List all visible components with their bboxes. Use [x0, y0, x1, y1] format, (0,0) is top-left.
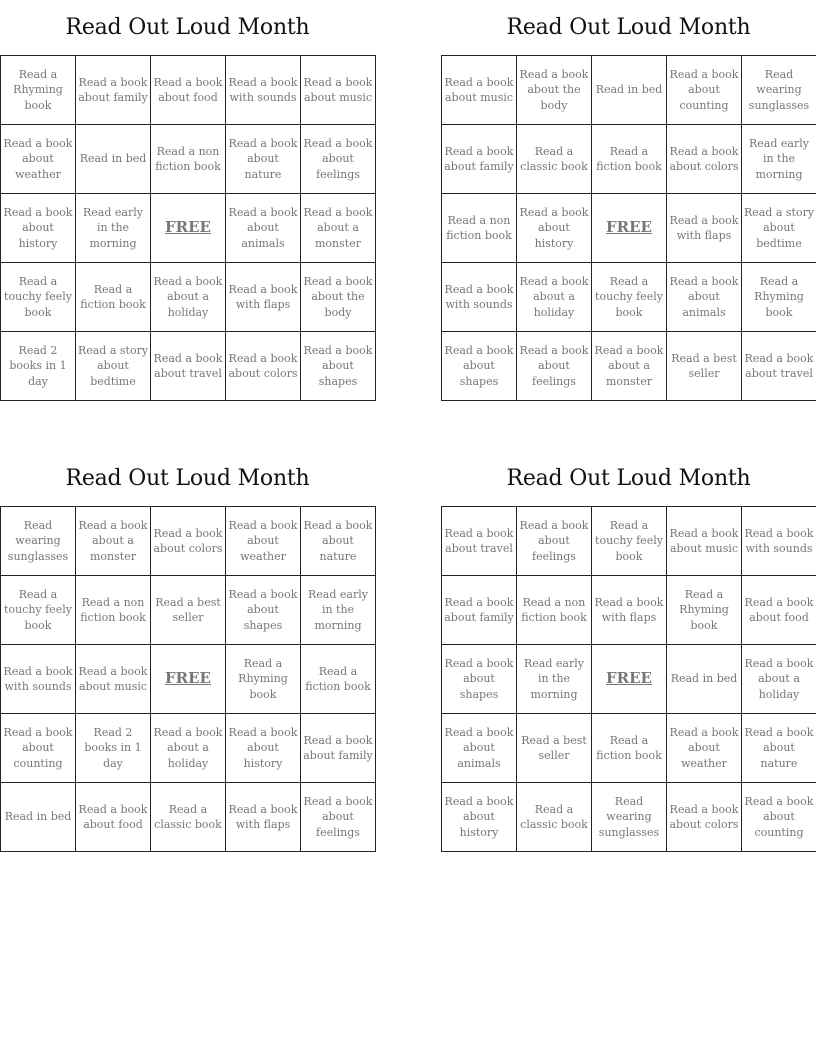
bingo-cell[interactable]: Read a book about colors	[151, 507, 226, 576]
bingo-cell[interactable]: Read a book with sounds	[1, 645, 76, 714]
grid-row	[442, 783, 816, 852]
bingo-grid	[441, 506, 816, 852]
bingo-cell[interactable]: Read a book with sounds	[742, 507, 816, 576]
bingo-cell[interactable]: Read a classic book	[517, 783, 592, 852]
bingo-grid	[0, 55, 376, 401]
grid-row	[1, 56, 376, 125]
bingo-card-2	[441, 0, 816, 401]
bingo-cell[interactable]: Read a story about bedtime	[742, 194, 816, 263]
bingo-cell[interactable]: Read 2 books in 1 day	[76, 714, 151, 783]
card-title: Read Out Loud Month	[506, 466, 751, 491]
grid-row	[442, 194, 816, 263]
bingo-cell[interactable]: Read a book about a monster	[301, 194, 376, 263]
bingo-cell[interactable]: Read a book about feelings	[517, 332, 592, 401]
bingo-cell[interactable]: Read a book about weather	[667, 714, 742, 783]
bingo-cell[interactable]: Read a book with sounds	[442, 263, 517, 332]
bingo-cell[interactable]: Read a book about history	[517, 194, 592, 263]
bingo-cell[interactable]: Read a fiction book	[592, 125, 667, 194]
bingo-cell[interactable]: Read a book about food	[151, 56, 226, 125]
bingo-cell[interactable]: Read a book about travel	[151, 332, 226, 401]
bingo-cell[interactable]: Read a book about family	[442, 125, 517, 194]
grid-row	[1, 645, 376, 714]
bingo-cell[interactable]: Read early in the morning	[76, 194, 151, 263]
bingo-cell[interactable]: Read a book about animals	[442, 714, 517, 783]
bingo-cell[interactable]: Read a book about feelings	[301, 783, 376, 852]
grid-row	[442, 56, 816, 125]
bingo-cell[interactable]: Read in bed	[592, 56, 667, 125]
bingo-cell[interactable]: Read a touchy feely book	[1, 263, 76, 332]
bingo-cell[interactable]: Read a book about the body	[517, 56, 592, 125]
bingo-cell[interactable]: Read a fiction book	[592, 714, 667, 783]
bingo-card-4	[441, 451, 816, 852]
bingo-cell[interactable]: Read a book about shapes	[442, 645, 517, 714]
bingo-cell[interactable]: Read a non fiction book	[76, 576, 151, 645]
bingo-cell[interactable]: Read a book about a holiday	[151, 263, 226, 332]
bingo-cell[interactable]: Read a book about shapes	[301, 332, 376, 401]
bingo-cell[interactable]: Read early in the morning	[742, 125, 816, 194]
bingo-cell[interactable]: Read a touchy feely book	[592, 507, 667, 576]
bingo-cell[interactable]: Read a book about family	[301, 714, 376, 783]
bingo-cell[interactable]: Read early in the morning	[517, 645, 592, 714]
bingo-cell[interactable]: Read a book about animals	[667, 263, 742, 332]
bingo-cell[interactable]: Read a book about a monster	[76, 507, 151, 576]
bingo-cell[interactable]: Read a best seller	[151, 576, 226, 645]
bingo-cell[interactable]: Read a book about a monster	[592, 332, 667, 401]
bingo-cell[interactable]: Read a Rhyming book	[742, 263, 816, 332]
grid-row	[442, 125, 816, 194]
bingo-cell[interactable]: Read a Rhyming book	[1, 56, 76, 125]
bingo-cell[interactable]: Read a book about travel	[742, 332, 816, 401]
bingo-cell[interactable]: Read in bed	[1, 783, 76, 852]
bingo-cell[interactable]: Read wearing sunglasses	[1, 507, 76, 576]
bingo-cell[interactable]: Read a book about family	[76, 56, 151, 125]
grid-row	[1, 263, 376, 332]
bingo-cell[interactable]: Read a book about weather	[226, 507, 301, 576]
bingo-cell[interactable]: Read wearing sunglasses	[742, 56, 816, 125]
bingo-cell[interactable]: Read a book about music	[667, 507, 742, 576]
bingo-cell[interactable]: Read a Rhyming book	[667, 576, 742, 645]
grid-row	[1, 507, 376, 576]
bingo-cell[interactable]: Read a book about counting	[742, 783, 816, 852]
bingo-card-1	[0, 0, 375, 401]
bingo-cell[interactable]: Read a book with sounds	[226, 56, 301, 125]
bingo-cell[interactable]: Read a book about music	[76, 645, 151, 714]
bingo-cell[interactable]: Read a book about food	[742, 576, 816, 645]
bingo-cell[interactable]: Read a book about family	[442, 576, 517, 645]
bingo-cell[interactable]: Read a non fiction book	[517, 576, 592, 645]
bingo-cell[interactable]: Read a fiction book	[76, 263, 151, 332]
bingo-cell[interactable]: Read a book about shapes	[226, 576, 301, 645]
bingo-cell[interactable]: Read a book about counting	[667, 56, 742, 125]
bingo-cell[interactable]: Read a fiction book	[301, 645, 376, 714]
bingo-cell[interactable]: Read a book about music	[442, 56, 517, 125]
bingo-cell[interactable]: Read a story about bedtime	[76, 332, 151, 401]
bingo-cell[interactable]: Read a book with flaps	[226, 783, 301, 852]
bingo-cell[interactable]: Read early in the morning	[301, 576, 376, 645]
free-space-cell[interactable]: FREE	[151, 645, 226, 714]
grid-row	[1, 783, 376, 852]
bingo-cell[interactable]: Read a book with flaps	[226, 263, 301, 332]
bingo-cell[interactable]: Read a book with flaps	[592, 576, 667, 645]
grid-row	[442, 263, 816, 332]
grid-row	[442, 332, 816, 401]
bingo-cell[interactable]: Read a classic book	[517, 125, 592, 194]
free-space-cell[interactable]: FREE	[151, 194, 226, 263]
bingo-cell[interactable]: Read a touchy feely book	[1, 576, 76, 645]
bingo-grid	[0, 506, 376, 852]
bingo-cell[interactable]: Read a book about history	[442, 783, 517, 852]
bingo-cell[interactable]: Read a book about the body	[301, 263, 376, 332]
bingo-cell[interactable]: Read a book about music	[301, 56, 376, 125]
bingo-cell[interactable]: Read a book about colors	[226, 332, 301, 401]
bingo-cell[interactable]: Read in bed	[76, 125, 151, 194]
bingo-cell[interactable]: Read a book about colors	[667, 125, 742, 194]
bingo-cell[interactable]: Read wearing sunglasses	[592, 783, 667, 852]
grid-row	[1, 332, 376, 401]
bingo-cell[interactable]: Read a book about nature	[742, 714, 816, 783]
grid-row	[442, 576, 816, 645]
bingo-cell[interactable]: Read a book about a holiday	[742, 645, 816, 714]
bingo-cell[interactable]: Read a classic book	[151, 783, 226, 852]
grid-row	[442, 507, 816, 576]
bingo-cell[interactable]: Read a touchy feely book	[592, 263, 667, 332]
bingo-cell[interactable]: Read a book about travel	[442, 507, 517, 576]
bingo-cell[interactable]: Read a book about food	[76, 783, 151, 852]
free-space-cell[interactable]: FREE	[592, 194, 667, 263]
card-title: Read Out Loud Month	[506, 15, 751, 40]
bingo-cell[interactable]: Read a non fiction book	[151, 125, 226, 194]
bingo-cell[interactable]: Read a book about shapes	[442, 332, 517, 401]
bingo-card-3	[0, 451, 375, 852]
card-title: Read Out Loud Month	[65, 466, 310, 491]
bingo-cell[interactable]: Read a best seller	[667, 332, 742, 401]
bingo-cell[interactable]: Read a book about a holiday	[151, 714, 226, 783]
grid-row	[442, 714, 816, 783]
bingo-cell[interactable]: Read a non fiction book	[442, 194, 517, 263]
grid-row	[1, 714, 376, 783]
bingo-cell[interactable]: Read a book about nature	[301, 507, 376, 576]
bingo-cell[interactable]: Read a book about feelings	[301, 125, 376, 194]
bingo-cell[interactable]: Read a book about colors	[667, 783, 742, 852]
free-space-cell[interactable]: FREE	[592, 645, 667, 714]
bingo-cell[interactable]: Read a book with flaps	[667, 194, 742, 263]
card-title: Read Out Loud Month	[65, 15, 310, 40]
bingo-cell[interactable]: Read a book about feelings	[517, 507, 592, 576]
grid-row	[1, 194, 376, 263]
bingo-cell[interactable]: Read a book about animals	[226, 194, 301, 263]
bingo-cell[interactable]: Read a Rhyming book	[226, 645, 301, 714]
bingo-grid	[441, 55, 816, 401]
grid-row	[442, 645, 816, 714]
grid-row	[1, 576, 376, 645]
bingo-cell[interactable]: Read a book about counting	[1, 714, 76, 783]
bingo-cell[interactable]: Read in bed	[667, 645, 742, 714]
bingo-cell[interactable]: Read a book about history	[226, 714, 301, 783]
bingo-cell[interactable]: Read 2 books in 1 day	[1, 332, 76, 401]
grid-row	[1, 125, 376, 194]
bingo-cell[interactable]: Read a book about nature	[226, 125, 301, 194]
bingo-cell[interactable]: Read a best seller	[517, 714, 592, 783]
bingo-cell[interactable]: Read a book about weather	[1, 125, 76, 194]
bingo-cell[interactable]: Read a book about a holiday	[517, 263, 592, 332]
bingo-cell[interactable]: Read a book about history	[1, 194, 76, 263]
